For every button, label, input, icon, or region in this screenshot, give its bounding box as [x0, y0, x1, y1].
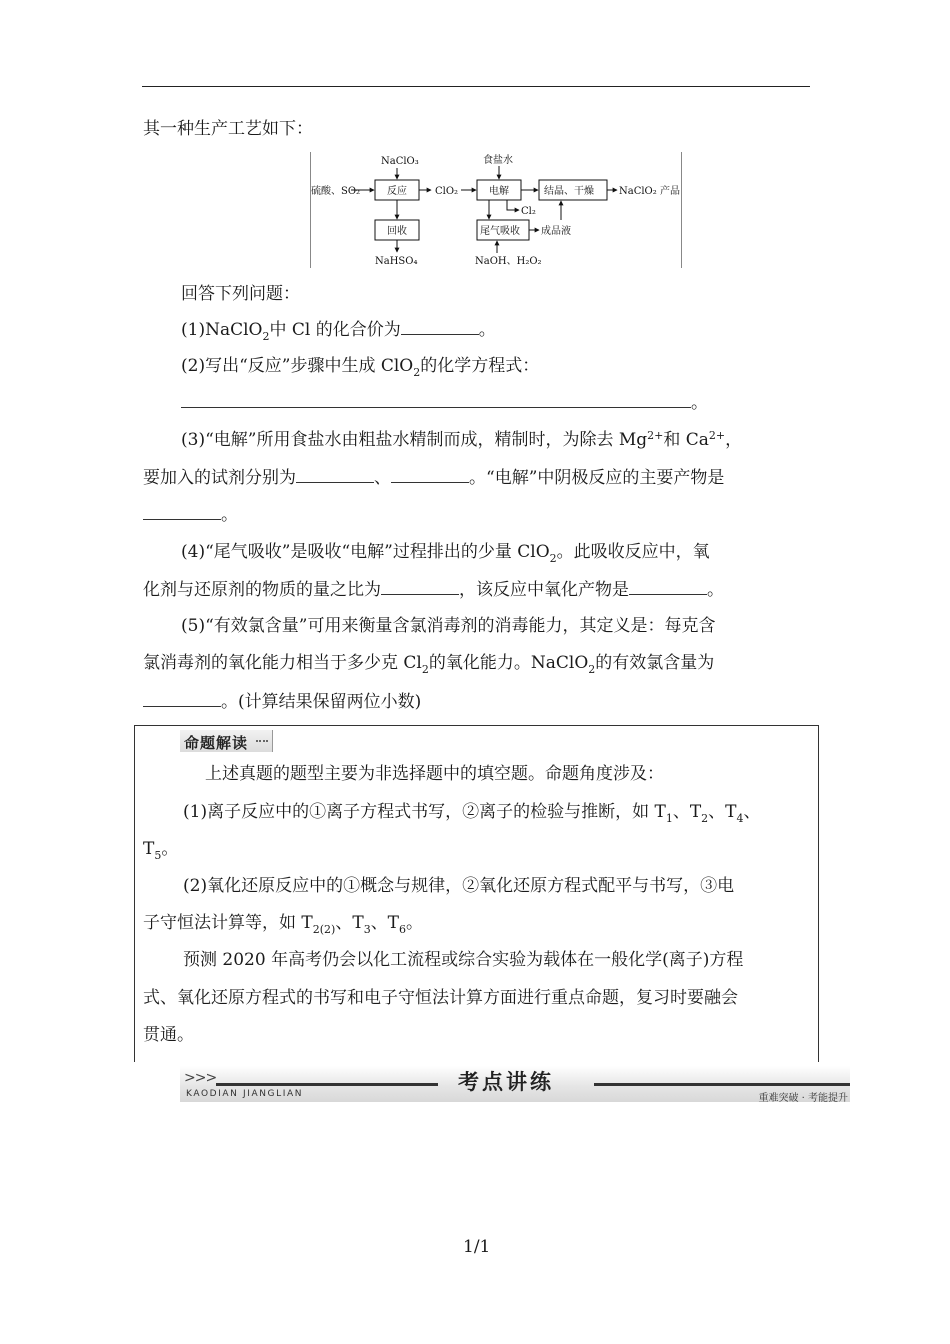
answer-blank[interactable]: [381, 578, 459, 595]
section-banner: [180, 1062, 850, 1106]
banner-pinyin: KAODIAN JIANGLIAN: [186, 1089, 304, 1099]
answer-blank[interactable]: [629, 578, 707, 595]
question-3-line-3: 。: [143, 503, 238, 526]
interpretation-tab-label: 命题解读: [184, 734, 249, 752]
answer-blank[interactable]: [143, 690, 221, 707]
banner-slogan: 重难突破 · 考能提升: [758, 1093, 848, 1104]
questions-lead: 回答下列问题：: [181, 284, 300, 304]
label-reaction: 反应: [387, 186, 407, 197]
banner-title: 考点讲练: [458, 1070, 554, 1094]
question-1: (1)NaClO$_2$中 Cl 的化合价为 。: [181, 320, 496, 343]
label-acid-so2: 硫酸、SO₂: [311, 186, 361, 197]
label-electrolysis: 电解: [489, 186, 509, 197]
interp-paragraph-3-line-2: 子守恒法计算等，如 $T_{2(2)}$、$T_3$、$T_6$。: [143, 913, 424, 936]
intro-text: 其一种生产工艺如下：: [143, 119, 313, 139]
interp-paragraph-2-line-1: (1)离子反应中的①离子方程式书写，②离子的检验与推断，如 $T_1$、$T_2$、$T_4$、: [183, 802, 761, 825]
interp-paragraph-4-line-1: 预测 2020 年高考仍会以化工流程或综合实验为载体在一般化学(离子)方程: [183, 950, 744, 970]
question-5-line-1: (5)“有效氯含量”可用来衡量含氯消毒剂的消毒能力，其定义是：每克含: [181, 616, 716, 636]
label-clo2: ClO₂: [435, 186, 459, 197]
question-3-line-2: 要加入的试剂分别为 、 。“电解”中阴极反应的主要产物是: [143, 468, 725, 488]
label-nahso4: NaHSO₄: [375, 256, 418, 267]
label-product: NaClO₂ 产品: [619, 186, 680, 197]
banner-rule-left: [216, 1083, 438, 1086]
interp-paragraph-1: 上述真题的题型主要为非选择题中的填空题。命题角度涉及：: [205, 764, 664, 784]
banner-rule-right: [594, 1083, 850, 1086]
answer-blank[interactable]: [401, 318, 479, 335]
question-4-line-2: 化剂与还原剂的物质的量之比为 ，该反应中氧化产物是 。: [143, 580, 724, 600]
page-number: 1/1: [463, 1237, 491, 1257]
interp-paragraph-4-line-3: 贯通。: [143, 1025, 194, 1045]
interp-paragraph-4-line-2: 式、氧化还原方程式的书写和电子守恒法计算方面进行重点命题，复习时要融会: [143, 988, 738, 1008]
interp-paragraph-2-line-2: $T_5$。: [143, 839, 179, 862]
chevrons-icon: >>>: [184, 1070, 217, 1086]
interp-paragraph-3-line-1: (2)氧化还原反应中的①概念与规律，②氧化还原方程式配平与书写，③电: [183, 876, 735, 896]
label-tail-gas: 尾气吸收: [480, 226, 520, 237]
label-crystallize-dry: 结晶、干燥: [544, 186, 594, 197]
flow-svg: [311, 152, 681, 268]
label-naoh-h2o2: NaOH、H₂O₂: [475, 256, 542, 267]
label-product-liquid: 成品液: [541, 226, 571, 237]
question-3-line-1: (3)“电解”所用食盐水由粗盐水精制而成，精制时，为除去 $Mg^{2+}$和 $Ca^{2+}$，: [181, 429, 743, 450]
question-2: (2)写出“反应”步骤中生成 ClO$_2$的化学方程式：: [181, 356, 540, 379]
answer-blank[interactable]: [143, 503, 221, 520]
question-2-answer-line: 。: [181, 391, 708, 414]
dots-decoration-icon: [256, 740, 268, 746]
question-4-line-1: (4)“尾气吸收”是吸收“电解”过程排出的少量 ClO$_2$。此吸收反应中，氧: [181, 542, 710, 565]
answer-blank[interactable]: [181, 391, 691, 408]
label-naclo3: NaClO₃: [381, 156, 419, 167]
header-rule: [142, 86, 810, 87]
label-cl2: Cl₂: [521, 206, 536, 217]
question-5-line-3: 。(计算结果保留两位小数): [143, 690, 421, 713]
answer-blank[interactable]: [296, 466, 374, 483]
label-recovery: 回收: [387, 226, 407, 237]
question-5-line-2: 氯消毒剂的氧化能力相当于多少克 $Cl_2$的氧化能力。NaClO$_2$的有效氯含量为: [143, 653, 715, 676]
process-flow-diagram: [310, 152, 682, 268]
interpretation-tab: [180, 730, 273, 752]
label-salt-water: 食盐水: [483, 155, 513, 166]
answer-blank[interactable]: [391, 466, 469, 483]
